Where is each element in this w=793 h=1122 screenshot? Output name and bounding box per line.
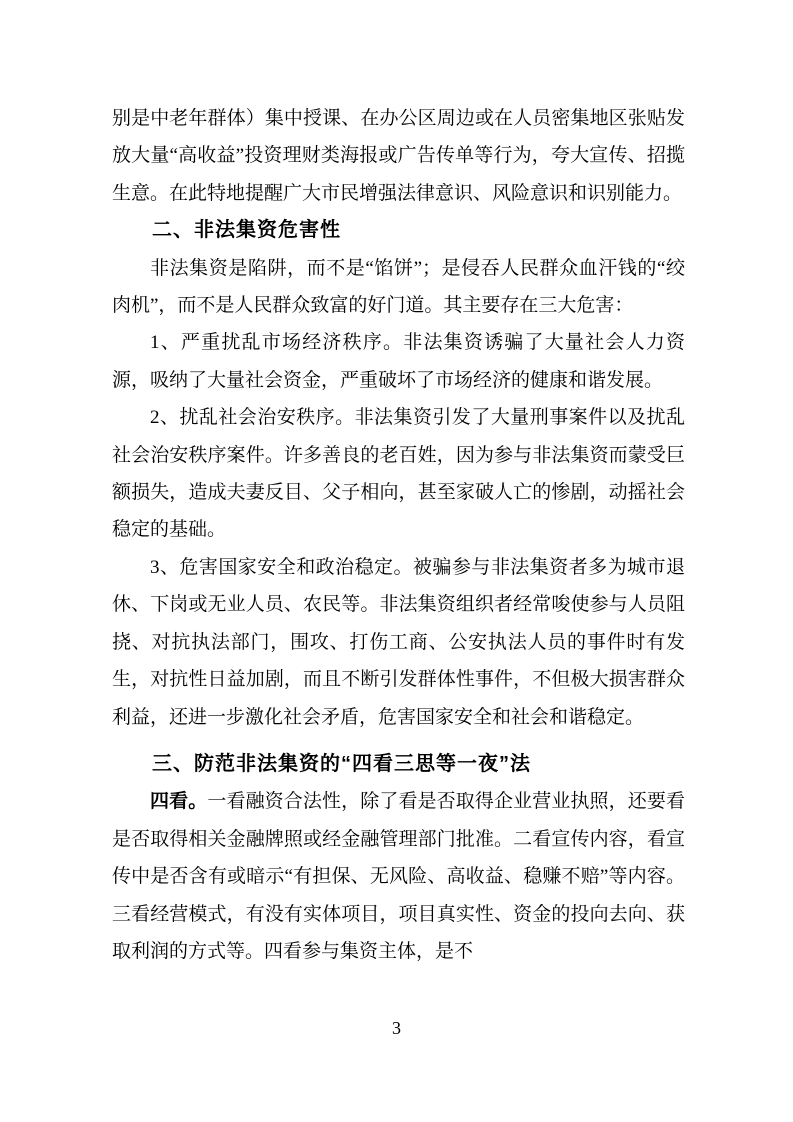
section-heading-harms: 二、非法集资危害性: [152, 219, 341, 242]
paragraph-harm-2: 2、扰乱社会治安秩序。非法集资引发了大量刑事案件以及扰乱社会治安秩序案件。许多善良的老百姓，因为参与非法集资而蒙受巨额损失，造成夫妻反目、父子相向，甚至家破人亡的惨剧，动摇社会稳定的基础。: [112, 407, 685, 541]
four-looks-text: 一看融资合法性，除了看是否取得企业营业执照，还要看是否取得相关金融牌照或经金融管理部门批准。二看宣传内容，看宣传中是否含有或暗示“有担保、无风险、高收益、稳赚不赔”等内容。三看经营模式，有没有实体项目，项目真实性、资金的投向去向、获取利润的方式等。四看参与集资主体，是不: [112, 791, 685, 962]
paragraph-harm-3: 3、危害国家安全和政治稳定。被骗参与非法集资者多为城市退休、下岗或无业人员、农民等。非法集资组织者经常唆使参与人员阻挠、对抗执法部门，围攻、打伤工商、公安执法人员的事件时有发生，对抗性日益加剧，而且不断引发群体性事件，不但极大损害群众利益，还进一步激化社会矛盾，危害国家安全和社会和谐稳定。: [112, 556, 685, 728]
paragraph-continuation: 别是中老年群体）集中授课、在办公区周边或在人员密集地区张贴发放大量“高收益”投资理财类海报或广告传单等行为，夸大宣传、招揽生意。在此特地提醒广大市民增强法律意识、风险意识和识别能力。: [112, 108, 685, 204]
section-heading-prevention: 三、防范非法集资的“四看三思等一夜”法: [152, 752, 531, 775]
paragraph-four-looks: [112, 783, 685, 970]
page-number: 3: [392, 1018, 401, 1038]
four-looks-lead-label: 四看。: [150, 791, 208, 813]
paragraph-harms-intro: 非法集资是陷阱，而不是“馅饼”；是侵吞人民群众血汗钱的“绞肉机”，而不是人民群众致富的好门道。其主要存在三大危害：: [112, 257, 685, 317]
paragraph-harm-1: 1、严重扰乱市场经济秩序。非法集资诱骗了大量社会人力资源，吸纳了大量社会资金，严重破坏了市场经济的健康和谐发展。: [112, 332, 685, 391]
